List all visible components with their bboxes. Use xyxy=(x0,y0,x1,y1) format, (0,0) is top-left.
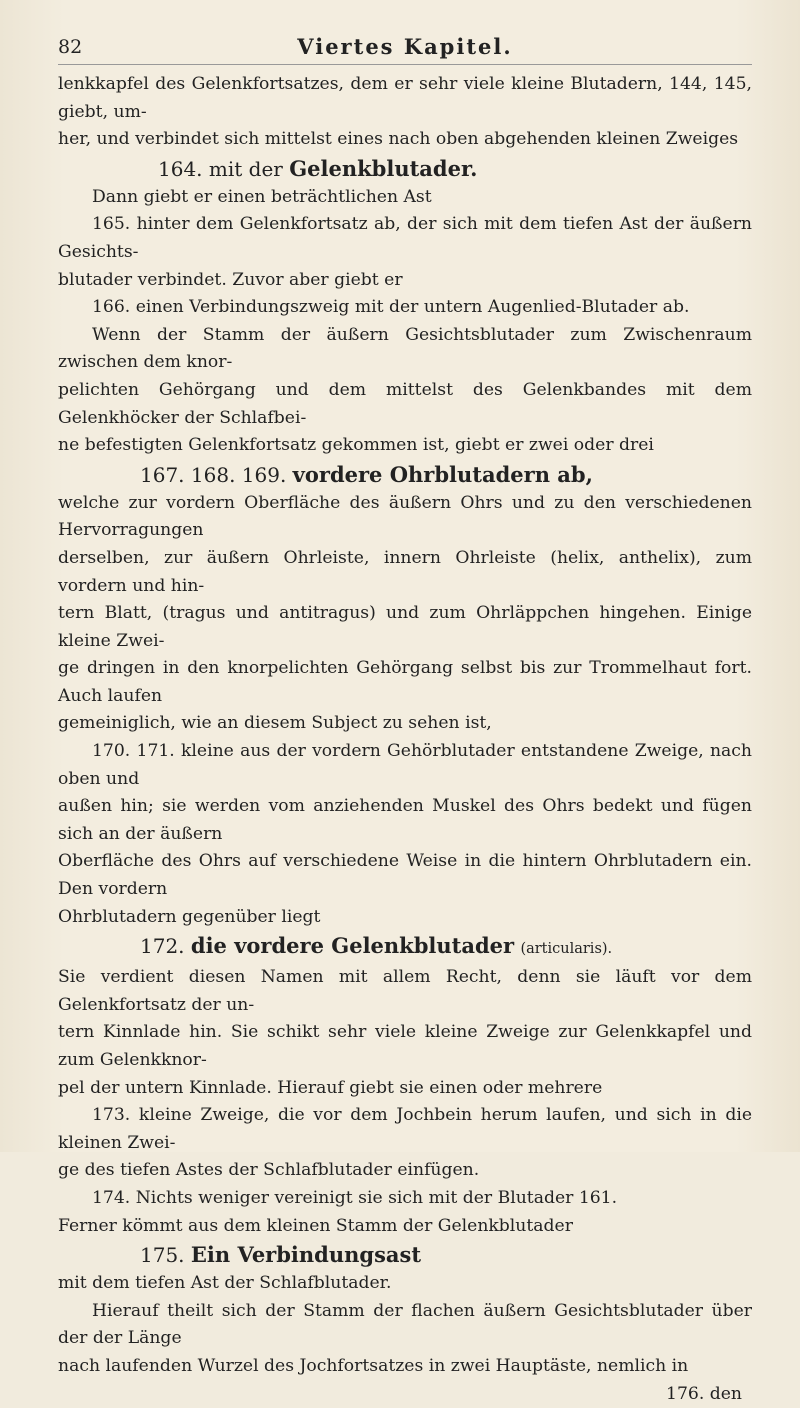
text-line: derselben, zur äußern Ohrleiste, innern Ohrleiste (helix, anthelix), zum vordern und hin- xyxy=(58,547,752,596)
section-number: 167. 168. 169. xyxy=(140,462,287,487)
text-line: tern Kinnlade hin. Sie schikt sehr viele kleine Zweige zur Gelenkkapfel und zum Gelenkknor- xyxy=(58,1022,752,1070)
text-line: außen hin; sie werden vom anziehenden Muskel des Ohrs bedekt und fügen sich an der äußern xyxy=(58,796,752,844)
text-line: 173. kleine Zweige, die vor dem Jochbein herum laufen, und sich in die kleinen Zwei- xyxy=(58,1105,752,1153)
page-number: 82 xyxy=(58,36,83,58)
text-line: 170. 171. kleine aus der vordern Gehörblutader entstandene Zweige, nach oben und xyxy=(58,741,752,789)
text-line: Ferner kömmt aus dem kleinen Stamm der Gelenkblutader xyxy=(58,1215,573,1236)
section-heading-164 xyxy=(58,154,752,184)
section-heading-175 xyxy=(58,1240,752,1270)
heading-prefix: mit der xyxy=(208,156,283,181)
text-line: ge dringen in den knorpelichten Gehörgang selbst bis zur Trommelhaut fort. Auch laufen xyxy=(58,658,752,706)
text-line: ge des tiefen Astes der Schlafblutader einfügen. xyxy=(58,1160,480,1181)
text-line: lenkkapfel des Gelenkfortsatzes, dem er sehr viele kleine Blutadern, 144, 145, giebt, um- xyxy=(58,74,752,122)
text-line: 165. hinter dem Gelenkfortsatz ab, der sich mit dem tiefen Ast der äußern Gesichts- xyxy=(58,214,752,262)
text-line: Sie verdient diesen Namen mit allem Recht, denn sie läuft vor dem Gelenkfortsatz der un- xyxy=(58,967,752,1015)
text-line: mit dem tiefen Ast der Schlafblutader. xyxy=(58,1273,392,1294)
heading-title: Gelenkblutader. xyxy=(289,155,478,181)
section-number: 175. xyxy=(140,1243,185,1268)
text-line: welche zur vordern Oberfläche des äußern Ohrs und zu den verschiedenen Hervorragungen xyxy=(58,492,752,541)
text-line: gemeiniglich, wie an diesem Subject zu sehen ist, xyxy=(58,713,492,734)
text-line: Wenn der Stamm der äußern Gesichtsblutader zum Zwischenraum zwischen dem knor- xyxy=(58,324,752,373)
text-line: Hierauf theilt sich der Stamm der flachen äußern Gesichtsblutader über der der Länge xyxy=(58,1300,752,1349)
text-line: 174. Nichts weniger vereinigt sie sich mit der Blutader 161. xyxy=(92,1187,618,1208)
section-heading-172 xyxy=(58,931,752,964)
section-heading-167 xyxy=(58,460,752,490)
catchword: 176. den xyxy=(666,1383,742,1404)
text-line: Ohrblutadern gegenüber liegt xyxy=(58,906,321,927)
body-text xyxy=(58,71,752,1408)
running-head: Viertes Kapitel. xyxy=(297,34,513,59)
text-line: nach laufenden Wurzel des Jochfortsatzes in zwei Hauptäste, nemlich in xyxy=(58,1355,689,1376)
text-line: Oberfläche des Ohrs auf verschiedene Weise in die hintern Ohrblutadern ein. Den vordern xyxy=(58,851,752,900)
heading-title: vordere Ohrblutadern ab, xyxy=(292,461,593,487)
text-line: tern Blatt, (tragus und antitragus) und zum Ohrläppchen hingehen. Einige kleine Zwei- xyxy=(58,603,752,651)
text-line: blutader verbindet. Zuvor aber giebt er xyxy=(58,269,403,290)
text-line: 166. einen Verbindungszweig mit der untern Augenlied-Blutader ab. xyxy=(92,297,690,318)
text-line: her, und verbindet sich mittelst eines nach oben abgehenden kleinen Zweiges xyxy=(58,129,739,150)
page-header xyxy=(58,34,752,65)
section-number: 164. xyxy=(158,156,203,181)
latin-term: (articularis). xyxy=(520,941,613,958)
text-line: pel der untern Kinnlade. Hierauf giebt sie einen oder mehrere xyxy=(58,1077,603,1098)
text-line: pelichten Gehörgang und dem mittelst des Gelenkbandes mit dem Gelenkhöcker der Schlafbei- xyxy=(58,379,752,428)
heading-title: Ein Verbindungsast xyxy=(190,1242,422,1268)
text-line: ne befestigten Gelenkfortsatz gekommen ist, giebt er zwei oder drei xyxy=(58,435,654,456)
text-line: Dann giebt er einen beträchtlichen Ast xyxy=(92,186,432,207)
section-number: 172. xyxy=(140,934,185,959)
heading-title: die vordere Gelenkblutader xyxy=(190,933,515,959)
